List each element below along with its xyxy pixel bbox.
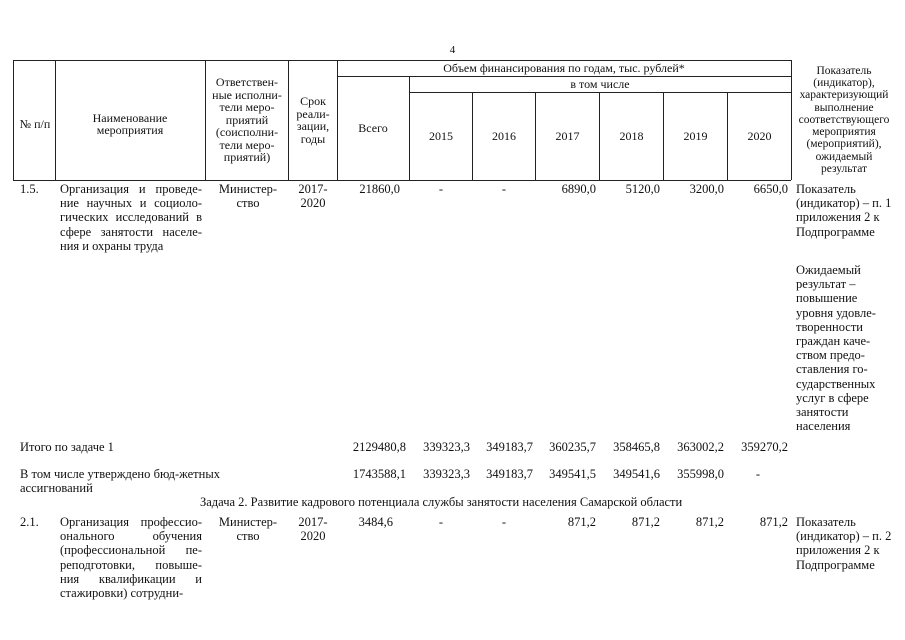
row-value-2019: 3200,0 (689, 182, 724, 196)
header-term: Срок реали-зации, годы (296, 94, 330, 146)
task1-total-2017: 360235,7 (549, 440, 596, 454)
header-no: № п/п (19, 116, 51, 131)
header-year-2019: 2019 (683, 128, 708, 143)
row-value-2020: 6650,0 (753, 182, 788, 196)
task1-total-label: Итого по задаче 1 (20, 440, 114, 454)
row-value-2018: 5120,0 (625, 182, 660, 196)
row-total: 3484,6 (358, 515, 393, 529)
task1-budget-2015: 339323,3 (423, 467, 470, 481)
row-value-2017: 6890,0 (561, 182, 596, 196)
header-year-2020: 2020 (747, 128, 772, 143)
row-term: 2017-2020 (298, 182, 328, 211)
row-value-2018: 871,2 (631, 515, 660, 529)
header-total: Всего (358, 120, 388, 135)
header-including: в том числе (570, 76, 630, 91)
row-value-2015: - (438, 182, 444, 196)
header-year-2015: 2015 (429, 128, 453, 143)
row-value-2019: 871,2 (695, 515, 724, 529)
header-year-2017: 2017 (555, 128, 580, 143)
task1-budget-2018: 349541,6 (613, 467, 660, 481)
row-value-2017: 871,2 (567, 515, 596, 529)
row-value-2016: - (501, 515, 507, 529)
task1-budget-2016: 349183,7 (486, 467, 533, 481)
row-term: 2017-2020 (298, 515, 328, 544)
task1-budget-sum: 1743588,1 (352, 467, 406, 481)
task1-total-2019: 363002,2 (677, 440, 724, 454)
task1-budget-2020: - (755, 467, 761, 481)
task1-budget-label: В том числе утверждено бюд-жетных ассигнований (20, 467, 220, 496)
task1-budget-2017: 349541,5 (549, 467, 596, 481)
row-responsible: Министер-ство (218, 515, 278, 544)
task1-total-2018: 358465,8 (613, 440, 660, 454)
task1-total-2020: 359270,2 (741, 440, 788, 454)
row-expected-result: Ожидаемый результат – повышение уровня удовле-творенности граждан каче-ством предо-ставления го-сударственных услуг в сфере занятости населения (796, 263, 876, 434)
row-name: Организация профессио-онального обучения (профессиональной пе-реподготовки, повыше-ния квалификации и стажировки) сотрудни- (60, 515, 202, 601)
row-total: 21860,0 (359, 182, 400, 196)
task1-total-2016: 349183,7 (486, 440, 533, 454)
row-responsible: Министер-ство (218, 182, 278, 211)
task1-budget-2019: 355998,0 (677, 467, 724, 481)
row-indicator: Показатель (индикатор) – п. 1 приложения 2 к Подпрограмме (796, 182, 892, 239)
header-responsible: Ответствен-ные исполни-тели меро-приятий (соисполни-тели меро-приятий) (212, 75, 282, 165)
task2-heading: Задача 2. Развитие кадрового потенциала службы занятости населения Самарской области (200, 495, 683, 509)
header-funding: Объем финансирования по годам, тыс. рублей* (443, 60, 685, 75)
header-year-2016: 2016 (492, 128, 516, 143)
header-indicator: Показатель (индикатор), характеризующий выполнение соответствующего мероприятия (мероприятий), ожидаемый результат (798, 64, 890, 176)
row-number: 2.1. (20, 515, 39, 529)
row-number: 1.5. (20, 182, 39, 196)
row-value-2015: - (438, 515, 444, 529)
task1-total-2015: 339323,3 (423, 440, 470, 454)
header-name: Наименование мероприятия (92, 110, 168, 137)
header-year-2018: 2018 (619, 128, 644, 143)
page-number: 4 (449, 44, 456, 56)
row-indicator: Показатель (индикатор) – п. 2 приложения 2 к Подпрограмме (796, 515, 892, 572)
row-name: Организация и проведе-ние научных и социоло-гических исследований в сфере занятости населе-ния и охраны труда (60, 182, 202, 253)
row-value-2020: 871,2 (759, 515, 788, 529)
task1-total-sum: 2129480,8 (352, 440, 406, 454)
row-value-2016: - (501, 182, 507, 196)
